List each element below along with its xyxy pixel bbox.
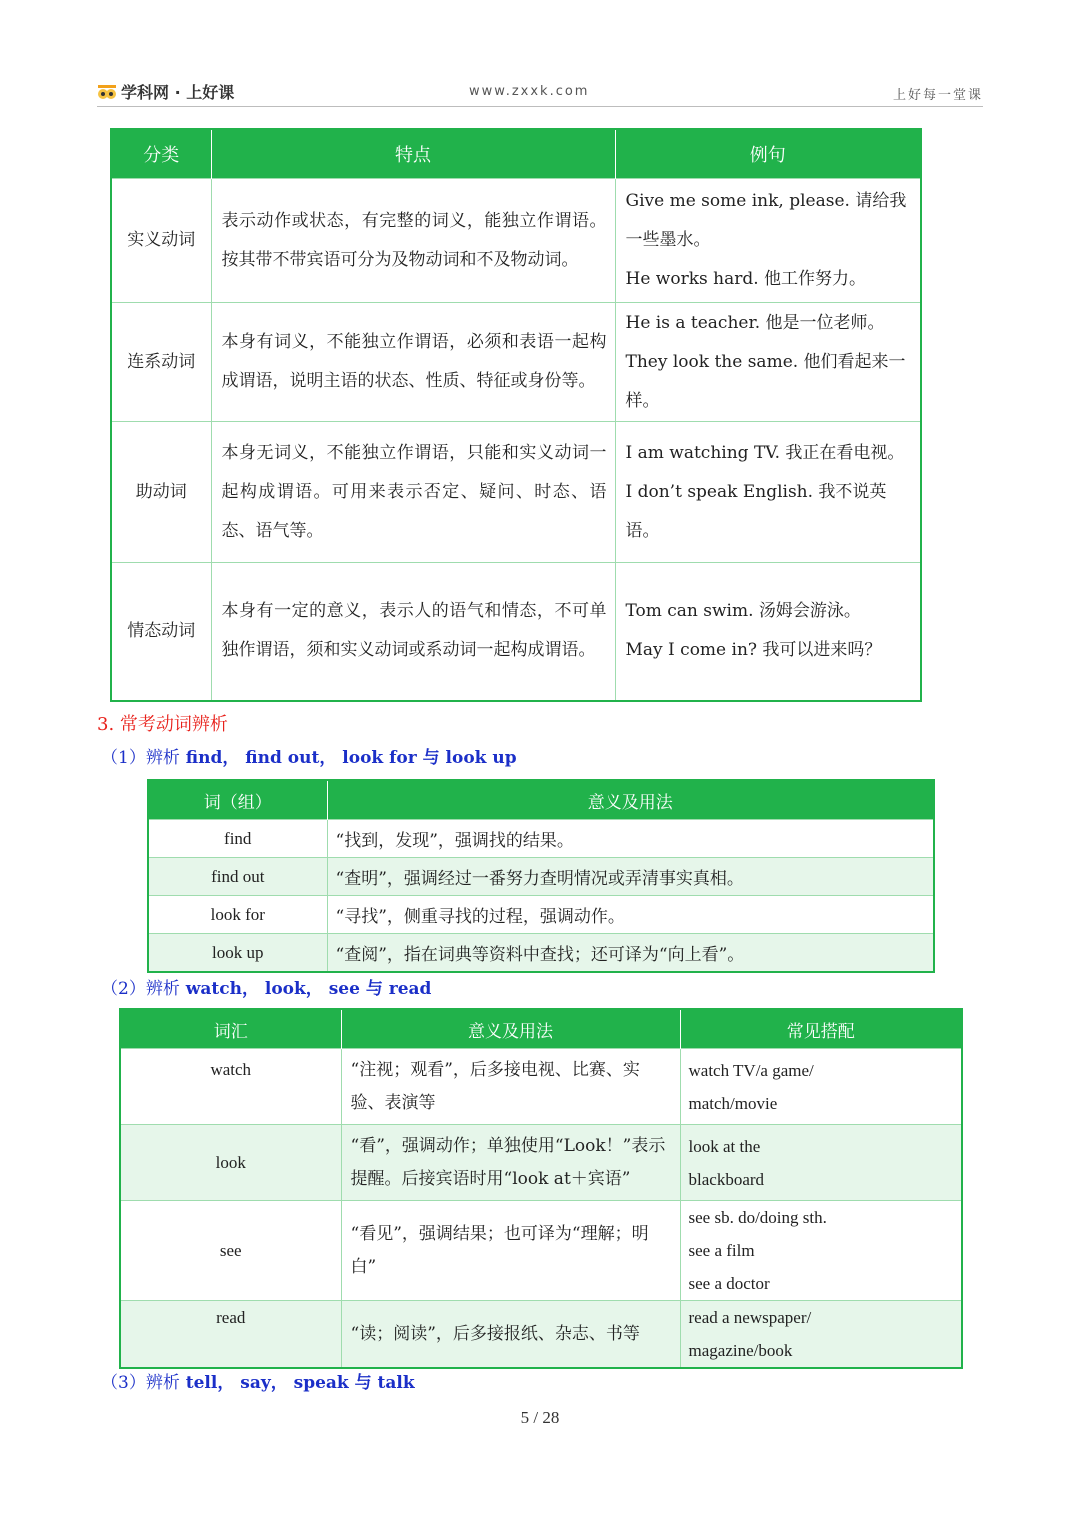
meaning-cell: “看”，强调动作；单独使用“Look！”表示提醒。后接宾语时用“look at＋宾语”	[341, 1125, 680, 1201]
meaning-cell: “读；阅读”，后多接报纸、杂志、书等	[341, 1301, 680, 1369]
example-cell	[615, 422, 921, 563]
example-sentence: Give me some ink, please. 请给我一些墨水。	[625, 191, 907, 250]
example-sentence: They look the same. 他们看起来一样。	[625, 351, 906, 411]
table-row	[111, 303, 921, 422]
subsection-words: tell， say， speak 与 talk	[179, 1373, 415, 1393]
example-cell	[615, 303, 921, 422]
example-cell	[615, 563, 921, 701]
subsection-prefix: （1）辨析	[101, 748, 180, 768]
subsection-heading-2	[101, 974, 431, 999]
meaning-cell: “找到，发现”，强调找的结果。	[327, 820, 934, 858]
collocation-line: see sb. do/doing sth.	[688, 1208, 827, 1227]
table-row	[148, 820, 934, 858]
table-row	[120, 1049, 962, 1125]
meaning-cell: “看见”，强调结果；也可译为“理解；明白”	[341, 1201, 680, 1301]
feature-cell: 本身无词义，不能独立作谓语，只能和实义动词一起构成谓语。可用来表示否定、疑问、时态、语态、语气等。	[211, 422, 615, 563]
feature-cell: 表示动作或状态，有完整的词义，能独立作谓语。按其带不带宾语可分为及物动词和不及物动词。	[211, 179, 615, 303]
collocation-cell	[680, 1125, 962, 1201]
owl-logo-icon	[97, 84, 117, 100]
example-sentence: May I come in? 我可以进来吗？	[625, 640, 882, 661]
table-row	[120, 1201, 962, 1301]
meaning-cell: “查阅”，指在词典等资料中查找；还可译为“向上看”。	[327, 934, 934, 973]
category-cell: 连系动词	[111, 303, 211, 422]
collocation-line: watch TV/a game/	[688, 1060, 814, 1080]
table-row	[120, 1125, 962, 1201]
word-cell: find out	[148, 858, 327, 896]
col-header-collocation: 常见搭配	[680, 1009, 962, 1049]
table-header-row	[120, 1009, 962, 1049]
example-sentence: I don’t speak English. 我不说英语。	[625, 481, 887, 541]
meaning-cell: “注视；观看”，后多接电视、比赛、实验、表演等	[341, 1049, 680, 1125]
collocation-line: read a newspaper/	[688, 1308, 812, 1327]
collocation-line: match/movie	[688, 1093, 778, 1113]
word-cell: watch	[120, 1049, 341, 1125]
category-cell: 实义动词	[111, 179, 211, 303]
table-row	[111, 563, 921, 701]
word-cell: find	[148, 820, 327, 858]
find-lookfor-table	[147, 779, 935, 973]
slogan: 上好每一堂课	[892, 88, 983, 103]
table-header-row	[148, 780, 934, 820]
section-heading: 3. 常考动词辨析	[97, 714, 228, 735]
example-sentence: He works hard. 他工作努力。	[625, 269, 867, 289]
page-header	[97, 78, 983, 107]
meaning-cell: “寻找”，侧重寻找的过程，强调动作。	[327, 896, 934, 934]
logo-text: 学科网 · 上好课	[121, 83, 235, 102]
watch-look-see-read-table	[119, 1008, 963, 1369]
collocation-cell	[680, 1301, 962, 1369]
col-header-category: 分类	[111, 129, 211, 179]
subsection-heading-3	[101, 1368, 415, 1393]
col-header-meaning: 意义及用法	[327, 780, 934, 820]
table-row	[148, 858, 934, 896]
meaning-cell: “查明”，强调经过一番努力查明情况或弄清事实真相。	[327, 858, 934, 896]
example-cell	[615, 179, 921, 303]
collocation-line: magazine/book	[688, 1341, 793, 1360]
collocation-line: look at the	[688, 1136, 761, 1156]
collocation-line: see a doctor	[688, 1274, 770, 1293]
example-sentence: Tom can swim. 汤姆会游泳。	[625, 601, 861, 622]
category-cell: 助动词	[111, 422, 211, 563]
table-row	[148, 896, 934, 934]
collocation-cell	[680, 1049, 962, 1125]
subsection-heading-1	[101, 743, 517, 768]
subsection-prefix: （3）辨析	[101, 1373, 180, 1393]
example-sentence: I am watching TV. 我正在看电视。	[625, 442, 905, 463]
feature-cell: 本身有一定的意义，表示人的语气和情态，不可单独作谓语，须和实义动词或系动词一起构成谓语。	[211, 563, 615, 701]
collocation-line: see a film	[688, 1241, 755, 1260]
subsection-words: watch， look， see 与 read	[179, 979, 432, 999]
col-header-feature: 特点	[211, 129, 615, 179]
collocation-cell	[680, 1201, 962, 1301]
col-header-example: 例句	[615, 129, 921, 179]
table-row	[111, 422, 921, 563]
word-cell: read	[120, 1301, 341, 1369]
category-cell: 情态动词	[111, 563, 211, 701]
table-row	[120, 1301, 962, 1369]
subsection-words: find， find out， look for 与 look up	[179, 748, 517, 768]
table-header-row	[111, 129, 921, 179]
word-cell: look for	[148, 896, 327, 934]
logo	[97, 80, 234, 103]
verb-category-table	[110, 128, 922, 702]
col-header-word: 词汇	[120, 1009, 341, 1049]
col-header-meaning: 意义及用法	[341, 1009, 680, 1049]
example-sentence: He is a teacher. 他是一位老师。	[625, 312, 885, 333]
table-row	[111, 179, 921, 303]
site-url: www.zxxk.com	[469, 84, 590, 99]
subsection-prefix: （2）辨析	[101, 979, 180, 999]
collocation-line: blackboard	[688, 1169, 765, 1189]
page-number: 5 / 28	[520, 1408, 560, 1427]
word-cell: look	[120, 1125, 341, 1201]
word-cell: look up	[148, 934, 327, 973]
word-cell: see	[120, 1201, 341, 1301]
table-row	[148, 934, 934, 973]
feature-cell: 本身有词义，不能独立作谓语，必须和表语一起构成谓语，说明主语的状态、性质、特征或身份等。	[211, 303, 615, 422]
col-header-word: 词（组）	[148, 780, 327, 820]
